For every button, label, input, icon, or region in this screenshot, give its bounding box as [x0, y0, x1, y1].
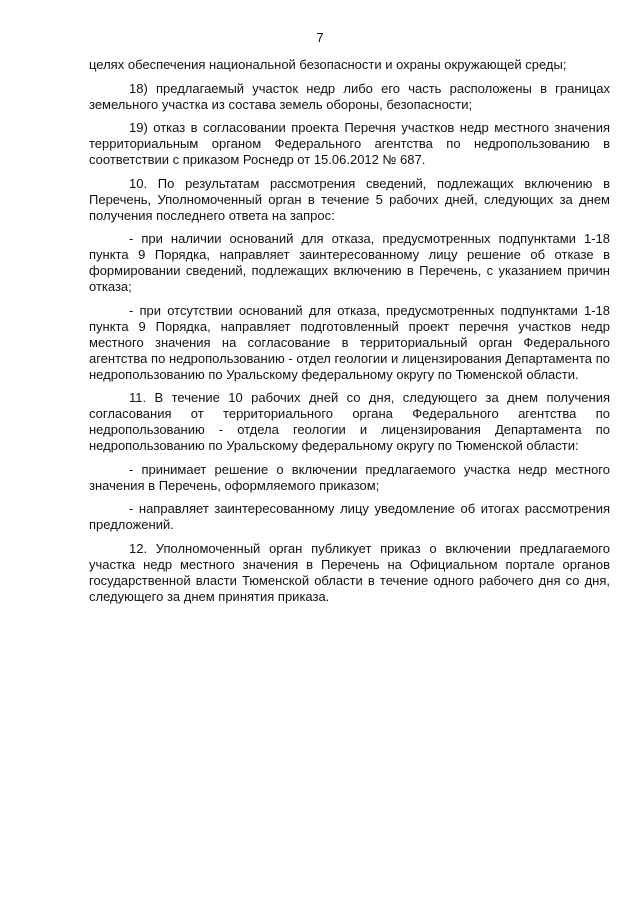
paragraph-item-19: 19) отказ в согласовании проекта Перечня участков недр местного значения территориальным органом Федерального агентства по недропользованию в соответствии с приказом Роснедр от 15.06.2012 № 687.	[89, 120, 610, 167]
paragraph-decision: - принимает решение о включении предлагаемого участка недр местного значения в Перечень, оформляемого приказом;	[89, 461, 610, 493]
paragraph-approval-case: - при отсутствии оснований для отказа, предусмотренных подпунктами 1-18 пункта 9 Порядка, направляет подготовленный проект перечня участков недр местного значения на согласование в территориальный орган Федерального агентства по недропользованию - отдел геологии и лицензирования Департамента по недропользованию по Уральскому федеральному округу по Тюменской области.	[89, 302, 610, 382]
paragraph-notification: - направляет заинтересованному лицу уведомление об итогах рассмотрения предложений.	[89, 501, 610, 532]
paragraph-clause-11: 11. В течение 10 рабочих дней со дня, следующего за днем получения согласования от территориального органа Федерального агентства по недропользованию - отдела геологии и лицензирования Департамента по недропользованию по Уральскому федеральному округу по Тюменской области:	[89, 390, 610, 453]
paragraph-clause-10: 10. По результатам рассмотрения сведений, подлежащих включению в Перечень, Уполномоченный орган в течение 5 рабочих дней, следующих за днем получения последнего ответа на запрос:	[89, 175, 610, 223]
document-body	[89, 57, 610, 612]
paragraph-refusal-case: - при наличии оснований для отказа, предусмотренных подпунктами 1-18 пункта 9 Порядка, направляет заинтересованному лицу решение об отказе в формировании сведений, подлежащих включению в Перечень, с указанием причин отказа;	[89, 231, 610, 294]
page-number: 7	[316, 30, 324, 45]
paragraph-continuation: целях обеспечения национальной безопасности и охраны окружающей среды;	[89, 57, 567, 72]
paragraph-item-18: 18) предлагаемый участок недр либо его часть расположены в границах земельного участка из состава земель обороны, безопасности;	[89, 80, 610, 112]
paragraph-clause-12: 12. Уполномоченный орган публикует приказ о включении предлагаемого участка недр местного значения в Перечень на Официальном портале органов государственной власти Тюменской области в течение одного рабочего дня со дня, следующего за днем принятия приказа.	[89, 540, 610, 604]
